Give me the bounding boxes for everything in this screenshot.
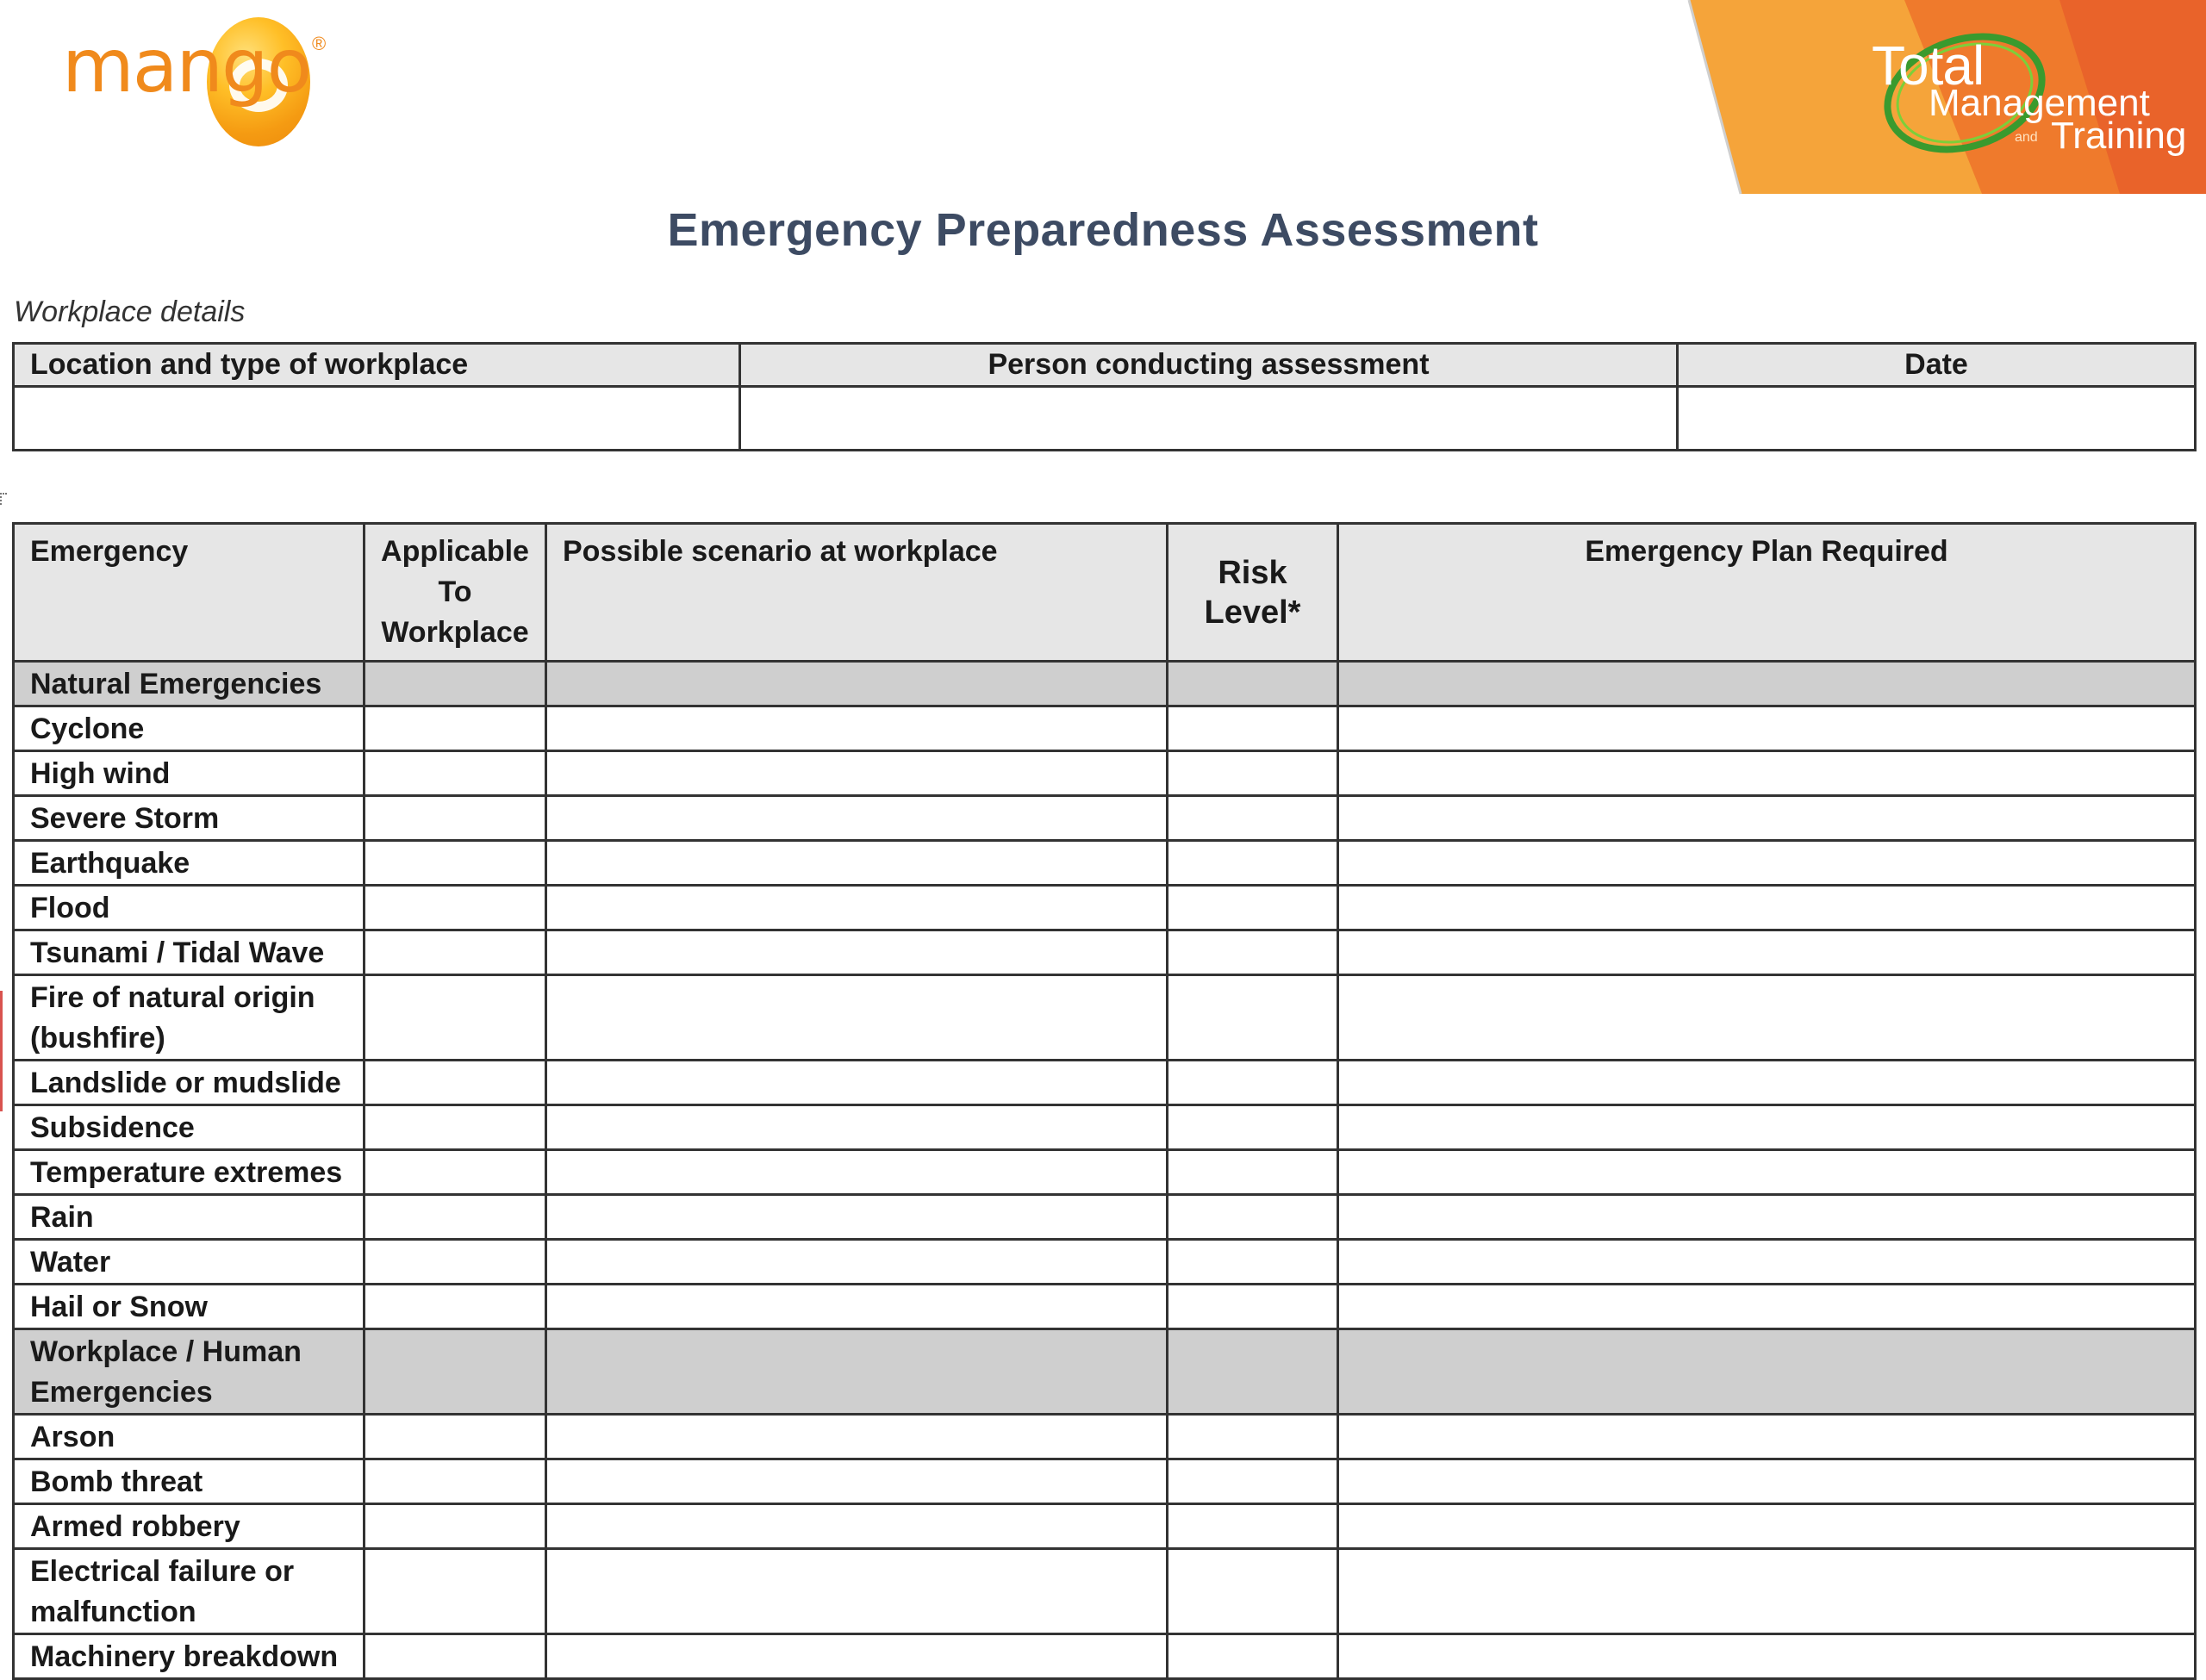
plan-cell[interactable] <box>1338 1415 2196 1459</box>
risk-level-cell[interactable] <box>1168 841 1338 886</box>
logo-text-and: and <box>2015 130 2038 145</box>
risk-level-cell[interactable] <box>1168 1634 1338 1679</box>
applicable-cell[interactable] <box>365 1415 546 1459</box>
emergency-label: High wind <box>14 751 365 796</box>
table-row <box>14 1195 2196 1240</box>
location-header: Location and type of workplace <box>14 344 740 387</box>
plan-cell[interactable] <box>1338 1150 2196 1195</box>
applicable-cell[interactable] <box>365 1061 546 1105</box>
risk-level-cell[interactable] <box>1168 1240 1338 1285</box>
applicable-cell[interactable] <box>365 706 546 751</box>
scenario-cell <box>546 662 1168 706</box>
plan-cell[interactable] <box>1338 796 2196 841</box>
risk-level-cell[interactable] <box>1168 1415 1338 1459</box>
plan-cell[interactable] <box>1338 975 2196 1061</box>
scenario-header: Possible scenario at workplace <box>546 524 1168 662</box>
applicable-cell[interactable] <box>365 975 546 1061</box>
plan-cell[interactable] <box>1338 1285 2196 1329</box>
risk-level-cell[interactable] <box>1168 1504 1338 1549</box>
risk-level-cell[interactable] <box>1168 1459 1338 1504</box>
emergency-label: Fire of natural origin (bushfire) <box>14 975 365 1061</box>
total-management-training-logo <box>1689 0 2206 194</box>
risk-level-cell[interactable] <box>1168 1105 1338 1150</box>
emergency-label: Arson <box>14 1415 365 1459</box>
person-field[interactable] <box>740 387 1678 451</box>
scenario-cell[interactable] <box>546 1105 1168 1150</box>
details-header-row <box>14 344 2196 387</box>
plan-cell[interactable] <box>1338 841 2196 886</box>
table-row <box>14 796 2196 841</box>
applicable-header: Applicable To Workplace <box>365 524 546 662</box>
applicable-cell[interactable] <box>365 1240 546 1285</box>
scenario-cell[interactable] <box>546 1504 1168 1549</box>
plan-cell[interactable] <box>1338 886 2196 930</box>
table-row <box>14 1415 2196 1459</box>
scenario-cell[interactable] <box>546 1061 1168 1105</box>
applicable-cell[interactable] <box>365 841 546 886</box>
date-header: Date <box>1678 344 2196 387</box>
scenario-cell[interactable] <box>546 1549 1168 1634</box>
applicable-cell[interactable] <box>365 1105 546 1150</box>
risk-level-cell[interactable] <box>1168 706 1338 751</box>
table-row <box>14 1459 2196 1504</box>
scenario-cell[interactable] <box>546 1150 1168 1195</box>
mango-logo-text: mango <box>62 23 311 109</box>
applicable-cell[interactable] <box>365 1150 546 1195</box>
scenario-cell[interactable] <box>546 886 1168 930</box>
workplace-details-table <box>12 342 2197 451</box>
scenario-cell[interactable] <box>546 1634 1168 1679</box>
applicable-cell[interactable] <box>365 1634 546 1679</box>
emergency-label: Bomb threat <box>14 1459 365 1504</box>
location-field[interactable] <box>14 387 740 451</box>
applicable-cell <box>365 1329 546 1415</box>
table-row <box>14 886 2196 930</box>
scenario-cell[interactable] <box>546 975 1168 1061</box>
risk-level-cell[interactable] <box>1168 886 1338 930</box>
scenario-cell[interactable] <box>546 1195 1168 1240</box>
emergency-assessment-table <box>12 522 2197 1680</box>
scenario-cell[interactable] <box>546 841 1168 886</box>
emergency-label: Landslide or mudslide <box>14 1061 365 1105</box>
plan-cell[interactable] <box>1338 751 2196 796</box>
scenario-cell[interactable] <box>546 751 1168 796</box>
table-row <box>14 841 2196 886</box>
registered-mark: ® <box>312 33 327 54</box>
page-title: Emergency Preparedness Assessment <box>667 204 1539 256</box>
logo-text-total: Total <box>1872 34 1985 96</box>
mango-logo <box>53 10 346 148</box>
table-row <box>14 975 2196 1061</box>
section-label-workplace-details: Workplace details <box>14 296 246 328</box>
risk-level-header: Risk Level* <box>1168 524 1338 662</box>
emergency-label: Water <box>14 1240 365 1285</box>
logo-text-training: Training <box>2051 115 2187 157</box>
page-edge-marker <box>0 991 3 1111</box>
applicable-cell[interactable] <box>365 1549 546 1634</box>
scenario-cell <box>546 1329 1168 1415</box>
emergency-header: Emergency <box>14 524 365 662</box>
category-row <box>14 1329 2196 1415</box>
emergency-label: Severe Storm <box>14 796 365 841</box>
category-label: Natural Emergencies <box>14 662 365 706</box>
plan-cell[interactable] <box>1338 706 2196 751</box>
date-field[interactable] <box>1678 387 2196 451</box>
table-row <box>14 1549 2196 1634</box>
applicable-cell[interactable] <box>365 930 546 975</box>
risk-level-cell[interactable] <box>1168 1150 1338 1195</box>
risk-level-cell[interactable] <box>1168 796 1338 841</box>
table-anchor-marker <box>0 493 7 505</box>
plan-cell[interactable] <box>1338 930 2196 975</box>
emergency-table-body <box>14 662 2196 1679</box>
risk-level-cell <box>1168 662 1338 706</box>
applicable-cell[interactable] <box>365 1459 546 1504</box>
plan-cell[interactable] <box>1338 1240 2196 1285</box>
emergency-label: Rain <box>14 1195 365 1240</box>
plan-cell <box>1338 662 2196 706</box>
emergency-label: Temperature extremes <box>14 1150 365 1195</box>
table-row <box>14 930 2196 975</box>
plan-cell[interactable] <box>1338 1061 2196 1105</box>
category-row <box>14 662 2196 706</box>
table-row <box>14 1634 2196 1679</box>
table-row <box>14 751 2196 796</box>
plan-cell[interactable] <box>1338 1105 2196 1150</box>
plan-cell[interactable] <box>1338 1634 2196 1679</box>
details-input-row <box>14 387 2196 451</box>
emergency-label: Armed robbery <box>14 1504 365 1549</box>
logo-text-management: Management <box>1929 82 2150 124</box>
emergency-label: Hail or Snow <box>14 1285 365 1329</box>
plan-cell <box>1338 1329 2196 1415</box>
applicable-cell[interactable] <box>365 751 546 796</box>
emergency-label: Flood <box>14 886 365 930</box>
risk-level-cell[interactable] <box>1168 975 1338 1061</box>
emergency-label: Machinery breakdown <box>14 1634 365 1679</box>
risk-level-cell[interactable] <box>1168 1549 1338 1634</box>
risk-level-cell[interactable] <box>1168 1285 1338 1329</box>
risk-level-cell[interactable] <box>1168 751 1338 796</box>
risk-level-cell <box>1168 1329 1338 1415</box>
risk-level-cell[interactable] <box>1168 1195 1338 1240</box>
table-row <box>14 1061 2196 1105</box>
applicable-cell <box>365 662 546 706</box>
applicable-cell[interactable] <box>365 1504 546 1549</box>
plan-cell[interactable] <box>1338 1459 2196 1504</box>
plan-cell[interactable] <box>1338 1195 2196 1240</box>
emergency-label: Tsunami / Tidal Wave <box>14 930 365 975</box>
table-row <box>14 1504 2196 1549</box>
table-row <box>14 1285 2196 1329</box>
scenario-cell[interactable] <box>546 1459 1168 1504</box>
table-row <box>14 1150 2196 1195</box>
category-label: Workplace / Human Emergencies <box>14 1329 365 1415</box>
risk-level-cell[interactable] <box>1168 1061 1338 1105</box>
scenario-cell[interactable] <box>546 796 1168 841</box>
applicable-cell[interactable] <box>365 886 546 930</box>
scenario-cell[interactable] <box>546 1285 1168 1329</box>
scenario-cell[interactable] <box>546 1415 1168 1459</box>
person-header: Person conducting assessment <box>740 344 1678 387</box>
scenario-cell[interactable] <box>546 930 1168 975</box>
emergency-label: Electrical failure or malfunction <box>14 1549 365 1634</box>
emergency-header-row <box>14 524 2196 662</box>
table-row <box>14 1105 2196 1150</box>
scenario-cell[interactable] <box>546 1240 1168 1285</box>
emergency-label: Subsidence <box>14 1105 365 1150</box>
emergency-label: Earthquake <box>14 841 365 886</box>
table-row <box>14 706 2196 751</box>
scenario-cell[interactable] <box>546 706 1168 751</box>
applicable-cell[interactable] <box>365 1195 546 1240</box>
risk-level-cell[interactable] <box>1168 930 1338 975</box>
applicable-cell[interactable] <box>365 796 546 841</box>
table-row <box>14 1240 2196 1285</box>
emergency-label: Cyclone <box>14 706 365 751</box>
plan-cell[interactable] <box>1338 1549 2196 1634</box>
plan-header: Emergency Plan Required <box>1338 524 2196 662</box>
applicable-cell[interactable] <box>365 1285 546 1329</box>
plan-cell[interactable] <box>1338 1504 2196 1549</box>
